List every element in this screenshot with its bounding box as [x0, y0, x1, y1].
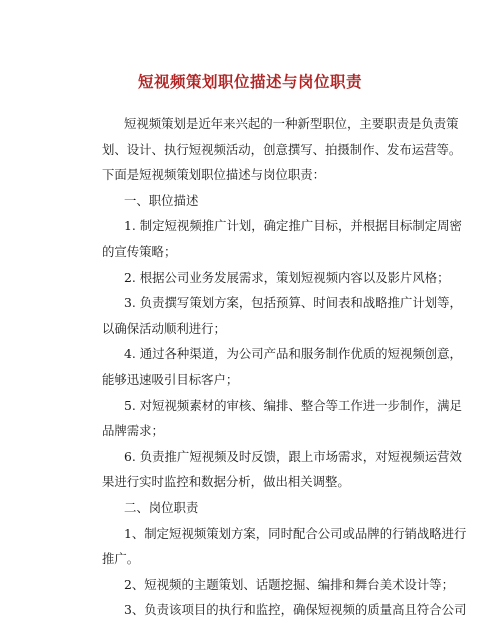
document-title: 短视频策划职位描述与岗位职责 [137, 72, 362, 91]
body-line: 2. 根据公司业务发展需求，策划短视频内容以及影片风格； [124, 269, 450, 285]
body-line: 3. 负责撰写策划方案，包括预算、时间表和战略推广计划等， [124, 295, 462, 311]
body-line: 1、制定短视频策划方案，同时配合公司或品牌的行销战略进行 [124, 525, 467, 541]
body-line: 下面是短视频策划职位描述与岗位职责： [102, 167, 326, 183]
body-line: 1. 制定短视频推广计划，确定推广目标，并根据目标制定周密 [124, 218, 462, 234]
body-line: 推广。 [102, 551, 140, 567]
body-line: 4. 通过各种渠道，为公司产品和服务制作优质的短视频创意， [124, 346, 462, 362]
body-line: 一、职位描述 [124, 192, 199, 208]
body-line: 二、岗位职责 [124, 499, 199, 515]
document-body [102, 111, 467, 623]
body-line: 3、负责该项目的执行和监控，确保短视频的质量高且符合公司 [124, 602, 467, 618]
body-line: 品牌需求； [102, 423, 164, 439]
body-line: 的宣传策略； [102, 243, 177, 259]
body-line: 划、设计、执行短视频活动，创意撰写、拍摄制作、发布运营等。 [102, 141, 462, 157]
body-line: 6. 负责推广短视频及时反馈，跟上市场需求，对短视频运营效 [124, 448, 462, 464]
body-line: 2、短视频的主题策划、话题挖掘、编排和舞台美术设计等； [124, 576, 455, 592]
body-line: 短视频策划是近年来兴起的一种新型职位，主要职责是负责策 [124, 116, 459, 131]
body-line: 果进行实时监控和数据分析，做出相关调整。 [102, 474, 350, 490]
body-line: 以确保活动顺利进行； [102, 320, 226, 336]
body-line: 能够迅速吸引目标客户； [102, 371, 239, 387]
body-line: 5. 对短视频素材的审核、编排、整合等工作进一步制作，满足 [124, 397, 462, 413]
